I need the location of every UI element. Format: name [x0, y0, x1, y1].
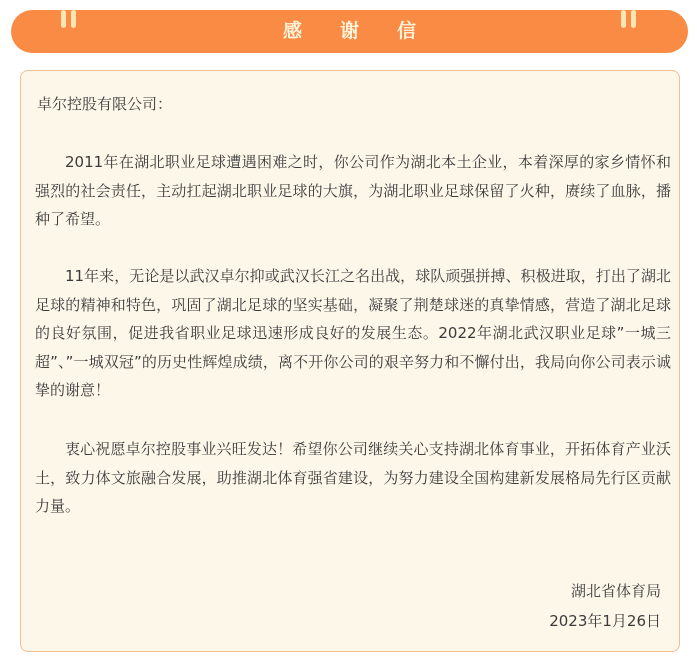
page-title: 感谢信: [282, 20, 454, 42]
letter-paragraph: 2011年在湖北职业足球遭遇困难之时，你公司作为湖北本土企业，本着深厚的家乡情怀和强烈的社会责任，主动扛起湖北职业足球的大旗，为湖北职业足球保留了火种，赓续了血脉，播种了希望。: [35, 153, 671, 228]
title-banner: [11, 10, 688, 53]
letter-card: [20, 70, 680, 652]
letter-date: 2023年1月26日: [549, 612, 661, 630]
letter-signature: 湖北省体育局: [570, 582, 661, 600]
letter-paragraph: 衷心祝愿卓尔控股事业兴旺发达！希望你公司继续关心支持湖北体育事业，开拓体育产业沃土，致力体文旅融合发展，助推湖北体育强省建设，为努力建设全国构建新发展格局先行区贡献力量。: [35, 440, 671, 515]
letter-paragraph: 11年来，无论是以武汉卓尔抑或武汉长江之名出战，球队顽强拼搏、积极进取，打出了湖北足球的精神和特色，巩固了湖北足球的坚实基础，凝聚了荆楚球迷的真挚情感，营造了湖北足球的良好氛围，促进我省职业足球迅速形成良好的发展生态。2022年湖北武汉职业足球”一城三超”、”一城双冠”的历史性辉煌成绩，离不开你公司的艰辛努力和不懈付出，我局向你公司表示诚挚的谢意！: [35, 267, 671, 399]
letter-salutation: 卓尔控股有限公司：: [37, 95, 173, 113]
